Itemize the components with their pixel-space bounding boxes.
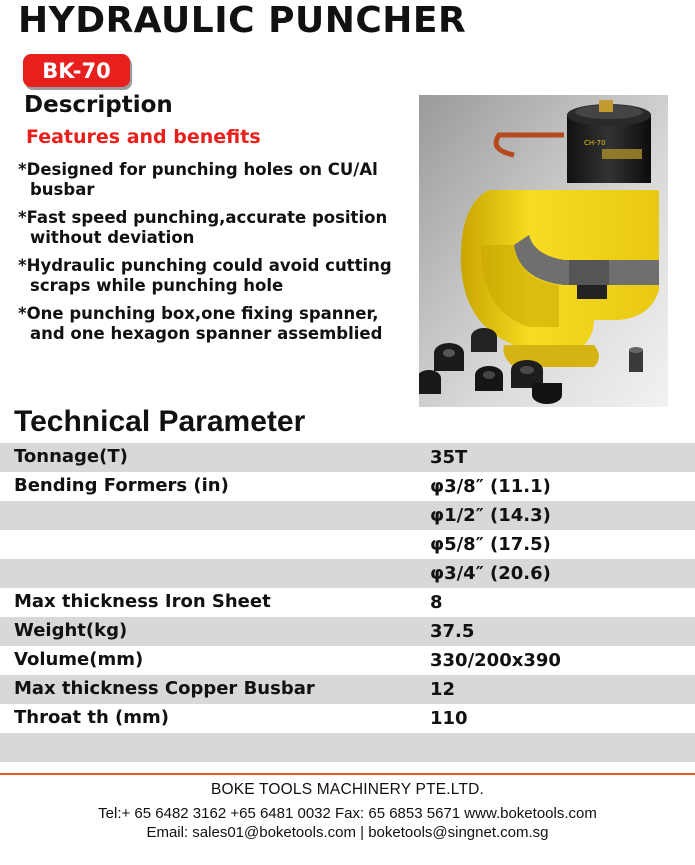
param-value: φ1/2″ (14.3): [430, 505, 551, 526]
param-value: 330/200x390: [430, 650, 561, 671]
param-value: 35T: [430, 447, 468, 468]
param-label: Max thickness Iron Sheet: [14, 591, 271, 612]
description-heading: Description: [24, 92, 173, 118]
feature-item: *Fast speed punching,accurate position without deviation: [18, 208, 388, 247]
model-badge: BK-70: [23, 54, 130, 87]
feature-item: *Hydraulic punching could avoid cutting scraps while punching hole: [18, 256, 392, 295]
table-row: [0, 443, 695, 472]
features-heading: Features and benefits: [26, 126, 261, 148]
param-value: 110: [430, 708, 468, 729]
feature-item: *Designed for punching holes on CU/Al busbar: [18, 160, 378, 199]
param-value: φ5/8″ (17.5): [430, 534, 551, 555]
param-value: 37.5: [430, 621, 475, 642]
param-value: 12: [430, 679, 456, 700]
table-row: [0, 559, 695, 588]
param-label: Weight(kg): [14, 620, 128, 641]
company-name: BOKE TOOLS MACHINERY PTE.LTD.: [210, 781, 485, 798]
table-row: [0, 675, 695, 704]
contact-line-phone: Tel:+ 65 6482 3162 +65 6481 0032 Fax: 65 6853 5671 www.boketools.com: [98, 805, 597, 822]
model-label-text: CH-70: [584, 139, 606, 147]
param-label: Bending Formers (in): [14, 475, 229, 496]
param-label: Max thickness Copper Busbar: [14, 678, 315, 699]
param-label: Throat th (mm): [14, 707, 170, 728]
page-title: HYDRAULIC PUNCHER: [18, 0, 467, 41]
parameter-table: [0, 443, 695, 762]
table-row: [0, 501, 695, 530]
features-list: [18, 160, 413, 351]
param-label: Tonnage(T): [14, 446, 128, 467]
table-row: [0, 704, 695, 733]
contact-info: [0, 804, 695, 842]
footer-divider: [0, 773, 695, 775]
param-value: φ3/8″ (11.1): [430, 476, 551, 497]
table-row: [0, 588, 695, 617]
technical-parameter-heading: Technical Parameter: [14, 405, 306, 438]
table-row: [0, 646, 695, 675]
param-value: φ3/4″ (20.6): [430, 563, 551, 584]
table-row: [0, 472, 695, 501]
feature-item: *One punching box,one fixing spanner, and one hexagon spanner assemblied: [18, 304, 383, 343]
table-row: [0, 733, 695, 762]
table-row: [0, 530, 695, 559]
param-value: 8: [430, 592, 443, 613]
param-label: Volume(mm): [14, 649, 144, 670]
table-row: [0, 617, 695, 646]
hydraulic-puncher-photo: [419, 95, 668, 407]
contact-line-email: Email: sales01@boketools.com | boketools@singnet.com.sg: [146, 824, 549, 841]
